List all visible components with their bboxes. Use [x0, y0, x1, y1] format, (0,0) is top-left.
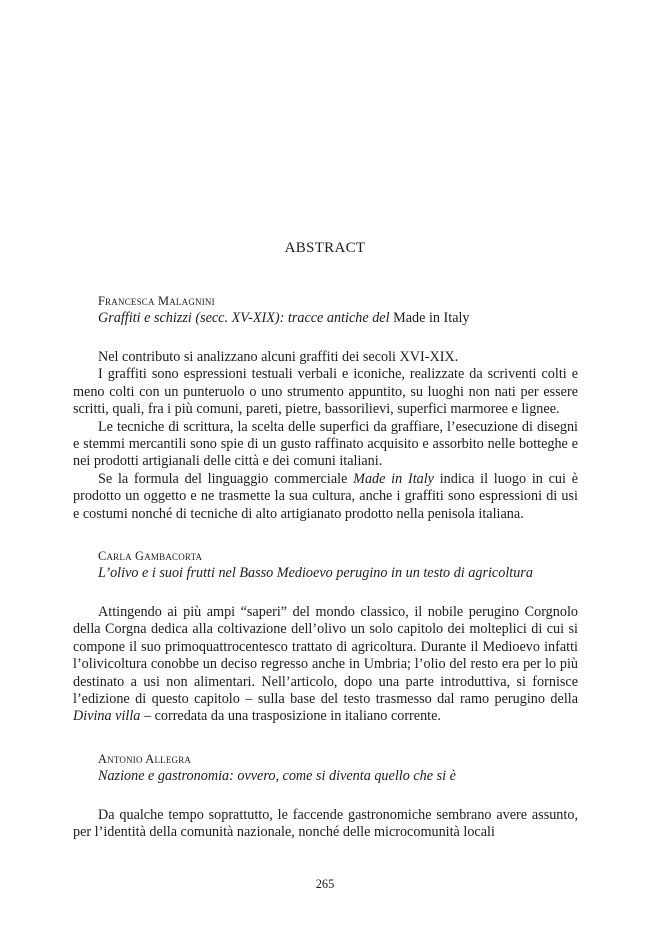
abstract-paragraph: Attingendo ai più ampi “saperi” del mondo classico, il nobile perugino Corgnolo della Corgna dedica alla coltivazione dell’olivo un solo capitolo dei molteplici di cui si compone il suo primoquattrocentesco trattato di agricoltura. Durante il Medioevo infatti l’olivicoltura conobbe un deciso regresso anche in Umbria; l’olio del resto era per lo più destinato a usi non alimentari. Nell’articolo, dopo una parte introduttiva, si fornisce l’edizione di questo capitolo – sulla base del testo trasmesso dal ramo perugino della Divina villa – corredata da una trasposizione in italiano corrente. — [73, 604, 578, 725]
author-name: Antonio Allegra — [98, 752, 192, 766]
abstract-body — [73, 807, 578, 842]
abstract-paragraph: I graffiti sono espressioni testuali verbali e iconiche, realizzate da scriventi colti e meno colti con un punteruolo o uno strumento appuntito, su luoghi non nati per essere scritti, quali, fra i più comuni, pareti, pietre, bassorilievi, superfici marmoree e lignee. — [73, 366, 578, 418]
abstract-section-malagnini — [73, 293, 578, 523]
abstract-body — [73, 349, 578, 523]
article-title: L’olivo e i suoi frutti nel Basso Medioevo perugino in un testo di agricoltura — [98, 565, 533, 581]
article-title: Nazione e gastronomia: ovvero, come si diventa quello che si è — [98, 768, 456, 784]
author-name: Carla Gambacorta — [98, 549, 203, 563]
abstract-body — [73, 604, 578, 726]
article-title: Graffiti e schizzi (secc. XV-XIX): tracce antiche del Made in Italy — [98, 310, 470, 326]
abstract-paragraph: Da qualche tempo soprattutto, le faccende gastronomiche sembrano avere assunto, per l’identità della comunità nazionale, nonché delle microcomunità locali — [73, 807, 578, 841]
abstract-paragraph: Le tecniche di scrittura, la scelta delle superfici da graffiare, l’esecuzione di disegni e stemmi mercantili sono spie di un gusto raffinato acquisito e assorbito nelle botteghe e nei prodotti artigianali delle città e dei comuni italiani. — [73, 418, 578, 470]
abstract-section-gambacorta — [73, 548, 578, 726]
abstract-paragraph: Nel contributo si analizzano alcuni graffiti dei secoli XVI-XIX. — [98, 349, 459, 365]
page-heading: ABSTRACT — [284, 240, 366, 256]
abstract-paragraph: Se la formula del linguaggio commerciale Made in Italy indica il luogo in cui è prodotto un oggetto e ne trasmette la sua cultura, anche i graffiti sono espressioni di usi e costumi nonché di tecniche di alto artigianato prodotto nella penisola italiana. — [73, 470, 578, 522]
abstract-section-allegra — [73, 751, 578, 842]
author-name: Francesca Malagnini — [98, 294, 215, 308]
page-number: 265 — [315, 877, 335, 891]
